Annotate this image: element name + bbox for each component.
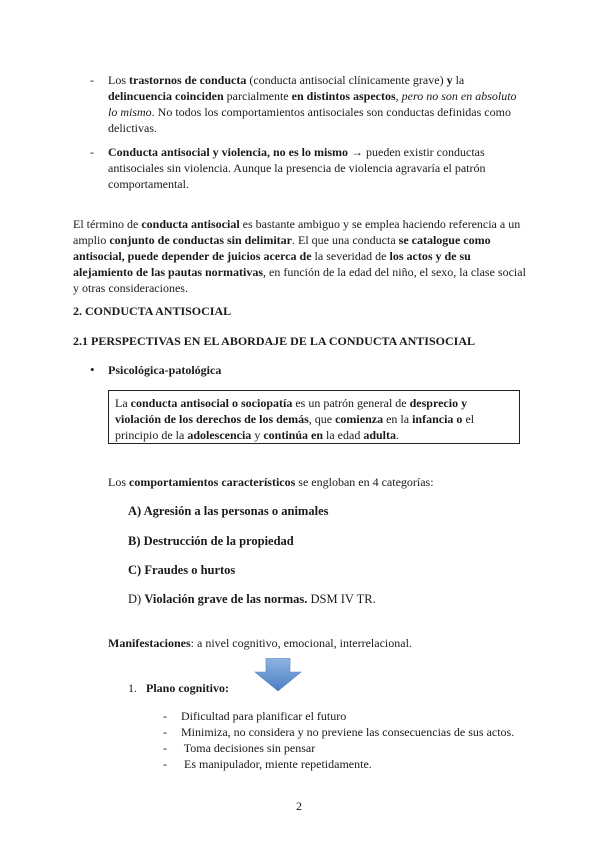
- text-run: pueden existir conductas antisociales sin violencia. Aunque la presencia de violencia agravaría el patrón comportamental.: [108, 145, 486, 191]
- dash-marker: -: [90, 145, 94, 159]
- bold-run: adulta: [363, 428, 396, 442]
- bold-run: se catalogue como antisocial, puede depender de juicios acerca de: [73, 233, 491, 263]
- manifestaciones-label: Manifestaciones: [108, 636, 191, 650]
- bold-run: Conducta antisocial y violencia, no es lo mismo: [108, 145, 349, 159]
- cognitive-item: Toma decisiones sin pensar: [181, 741, 316, 755]
- text-run: se engloban en 4 categorías:: [295, 475, 434, 489]
- bold-run: los actos y de su alejamiento de las pautas normativas: [73, 249, 471, 279]
- category-d: [128, 591, 376, 607]
- text-run: →: [348, 145, 367, 159]
- dash-marker: -: [163, 741, 167, 755]
- category-d-letter: D): [128, 592, 142, 606]
- comportamientos-line: [108, 474, 528, 490]
- cognitive-item: Dificultad para planificar el futuro: [181, 709, 347, 723]
- text-run: es bastante ambiguo y se emplea haciendo referencia a un amplio: [73, 217, 521, 247]
- category-a: A) Agresión a las personas o animales: [128, 504, 329, 518]
- text-run: el principio de la: [115, 412, 475, 442]
- text-run: El término de: [73, 217, 142, 231]
- bold-run: conducta antisocial o sociopatía: [130, 396, 293, 410]
- category-c: C) Fraudes o hurtos: [128, 563, 236, 577]
- heading-conducta-antisocial: 2. CONDUCTA ANTISOCIAL: [73, 304, 232, 318]
- text-run: . El que una conducta: [292, 233, 399, 247]
- text-run: (conducta antisocial clínicamente grave): [246, 73, 447, 87]
- bullet-dot: •: [90, 362, 95, 377]
- text-run: . No todos los comportamientos antisociales son conductas definidas como delictivas.: [108, 105, 511, 135]
- bold-run: delincuencia coinciden: [108, 89, 224, 103]
- down-arrow-icon: [254, 658, 302, 692]
- manifestaciones-rest: : a nivel cognitivo, emocional, interrelacional.: [190, 636, 412, 650]
- bold-run: comienza: [335, 412, 384, 426]
- definition-box: [108, 390, 520, 444]
- category-b: B) Destrucción de la propiedad: [128, 534, 294, 548]
- bold-run: infancia o: [412, 412, 463, 426]
- dash-marker: -: [163, 725, 167, 739]
- italic-run: pero no son en absoluto lo mismo: [108, 89, 517, 119]
- bold-run: trastornos de conducta: [129, 73, 247, 87]
- text-run: , en función de la edad del niño, el sexo, la clase social y otras consideraciones.: [73, 265, 526, 295]
- text-run: es un patrón general de: [292, 396, 410, 410]
- text-run: y: [251, 428, 264, 442]
- dash-marker: -: [163, 709, 167, 723]
- bullet-trastornos: [108, 72, 526, 136]
- text-run: parcialmente: [223, 89, 292, 103]
- manifestaciones-line: [108, 635, 412, 651]
- page-number: 2: [296, 799, 302, 813]
- intro-paragraph: [73, 216, 529, 296]
- text-run: ,: [395, 89, 402, 103]
- category-d-bold: Violación grave de las normas.: [144, 592, 308, 606]
- bold-run: comportamientos característicos: [129, 475, 296, 489]
- text-run: , que: [308, 412, 336, 426]
- category-d-rest: DSM IV TR.: [307, 592, 376, 606]
- text-run: La: [115, 396, 131, 410]
- bold-run: desprecio y violación de los derechos de los demás: [115, 396, 468, 426]
- heading-perspectivas: 2.1 PERSPECTIVAS EN EL ABORDAJE DE LA CONDUCTA ANTISOCIAL: [73, 334, 475, 348]
- bold-run: conjunto de conductas sin delimitar: [109, 233, 293, 247]
- text-run: la: [452, 73, 465, 87]
- bold-run: conducta antisocial: [141, 217, 240, 231]
- bold-run: adolescencia: [187, 428, 252, 442]
- dash-marker: -: [163, 757, 167, 771]
- plano-number: 1.: [128, 681, 137, 695]
- text-run: la severidad de: [311, 249, 390, 263]
- dash-marker: -: [90, 73, 94, 87]
- plano-cognitivo-label: Plano cognitivo:: [146, 681, 229, 695]
- text-run: .: [396, 428, 399, 442]
- text-run: Los: [108, 475, 129, 489]
- cognitive-item: Minimiza, no considera y no previene las consecuencias de sus actos.: [181, 725, 515, 739]
- cognitive-item: Es manipulador, miente repetidamente.: [181, 757, 372, 771]
- psicologica-label: Psicológica-patológica: [108, 363, 222, 377]
- bold-run: y: [446, 73, 453, 87]
- bold-run: en distintos aspectos: [291, 89, 396, 103]
- bullet-violencia: [108, 144, 526, 192]
- text-run: la edad: [323, 428, 364, 442]
- bold-run: continúa en: [263, 428, 323, 442]
- text-run: en la: [383, 412, 413, 426]
- text-run: Los: [108, 73, 129, 87]
